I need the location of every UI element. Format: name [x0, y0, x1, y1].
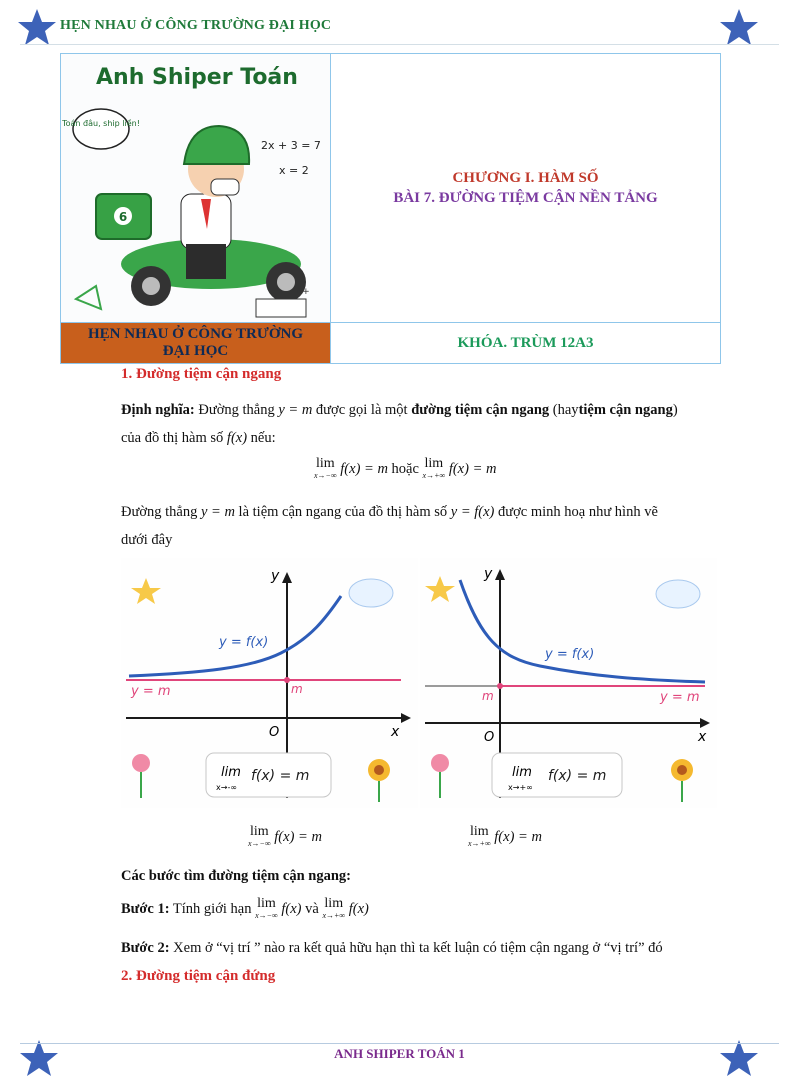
speech-bubble: Toán đâu, ship liền!: [62, 119, 140, 128]
step-1: [121, 895, 369, 923]
lim-subscript: x→+∞: [468, 838, 491, 848]
lesson-title: BÀI 7. ĐƯỜNG TIỆM CẬN NỀN TẢNG: [393, 190, 658, 206]
lim-word: lim: [257, 895, 276, 911]
step-label: Bước 1:: [121, 901, 170, 917]
term-bold: đường tiệm cận ngang: [411, 402, 550, 418]
origin-label: O: [484, 730, 495, 745]
math-ym: y = m: [200, 504, 235, 520]
curve-label: y = f(x): [219, 635, 269, 650]
star-icon: [719, 7, 759, 47]
box-lim: lim: [512, 765, 532, 780]
asymptote-graph-right: [420, 558, 717, 808]
math-fx: f(x): [348, 901, 369, 917]
box-sub: x→+∞: [508, 783, 533, 792]
grade-mark: A+: [296, 287, 310, 297]
x-axis-label: x: [698, 729, 707, 745]
text-run: của đồ thị hàm số: [121, 430, 224, 446]
text-run: ): [672, 402, 678, 418]
formula-rhs: f(x) = m: [448, 461, 497, 477]
text-run: Đường thẳng: [121, 504, 198, 520]
formula-rhs: f(x) = m: [340, 461, 388, 477]
footer-divider: [20, 1043, 779, 1044]
section-1-title: 1. Đường tiệm cận ngang: [121, 366, 282, 382]
equation-1: 2x + 3 = 7: [261, 139, 321, 152]
term-bold: tiệm cận ngang: [578, 402, 673, 418]
lesson-title-block: [331, 168, 720, 208]
box-lim: lim: [221, 765, 241, 780]
lesson-header-table: [60, 53, 721, 364]
math-yfx: y = f(x): [450, 504, 495, 520]
math-fx: f(x): [226, 430, 248, 446]
text-run: Tính giới hạn: [172, 901, 252, 917]
y-axis-label: y: [484, 566, 493, 582]
or-word: hoặc: [391, 461, 419, 477]
caption-rhs: f(x) = m: [274, 829, 322, 845]
text-run: (hay: [552, 402, 579, 418]
caption-right: [468, 823, 542, 851]
m-label: m: [482, 689, 494, 703]
lim-subscript: x→−∞: [255, 910, 278, 920]
definition-label: Định nghĩa:: [121, 402, 195, 418]
chapter-title: CHƯƠNG I. HÀM SỐ: [452, 170, 599, 186]
lim-subscript: x→−∞: [314, 470, 337, 480]
tagline-cell: HẸN NHAU Ở CÔNG TRƯỜNG ĐẠI HỌC: [87, 326, 303, 359]
cloud-icon: [656, 580, 700, 608]
lim-subscript: x→+∞: [322, 910, 346, 920]
brand-logo: Anh Shiper Toán: [96, 65, 298, 90]
lim-word: lim: [249, 823, 269, 839]
lim-word: lim: [424, 455, 444, 471]
text-run: Xem ở “vị trí ” nào ra kết quả hữu hạn thì ta kết luận có tiệm cận ngang ở “vị trí” đó: [173, 940, 663, 956]
text-run: được gọi là một: [315, 402, 408, 418]
x-axis-label: x: [391, 724, 400, 740]
m-label: m: [291, 682, 303, 696]
text-run: là tiệm cận ngang của đồ thị hàm số: [238, 504, 448, 520]
line-label: y = m: [131, 684, 171, 699]
caption-left: [248, 823, 322, 851]
cover-illustration: [61, 54, 330, 322]
star-icon: [17, 7, 57, 47]
cloud-icon: [349, 579, 393, 607]
math-fx: f(x): [281, 901, 302, 917]
y-axis-label: y: [271, 568, 280, 584]
text-run: và: [305, 901, 319, 917]
box-sub: x→-∞: [216, 783, 237, 792]
math-ym: y = m: [278, 402, 313, 418]
section-2-title: 2. Đường tiệm cận đứng: [121, 968, 276, 984]
text-run: được minh hoạ như hình vẽ: [497, 504, 658, 520]
box-badge: 6: [118, 210, 128, 224]
step-label: Bước 2:: [121, 940, 170, 956]
lim-word: lim: [324, 895, 344, 911]
definition-paragraph: [121, 396, 721, 452]
scooter-illustration: [61, 54, 330, 322]
caption-rhs: f(x) = m: [494, 829, 542, 845]
page-header-title: HẸN NHAU Ở CÔNG TRƯỜNG ĐẠI HỌC: [60, 18, 332, 33]
curve-label: y = f(x): [545, 647, 595, 662]
page-footer: ANH SHIPER TOÁN 1: [334, 1046, 465, 1061]
asymptote-graph-left: [121, 558, 418, 808]
text-run: dưới đây: [121, 532, 173, 548]
line-label: y = m: [660, 690, 700, 705]
steps-title: Các bước tìm đường tiệm cận ngang:: [121, 868, 352, 884]
text-run: nếu:: [250, 430, 276, 446]
illustration-paragraph: [121, 498, 721, 554]
box-rhs: f(x) = m: [251, 768, 310, 784]
box-rhs: f(x) = m: [548, 768, 607, 784]
text-run: Đường thẳng: [198, 402, 275, 418]
lim-word: lim: [315, 455, 335, 471]
definition-formula: [314, 455, 496, 483]
header-divider: [20, 44, 779, 45]
course-name: KHÓA. TRÙM 12A3: [457, 334, 594, 351]
lim-word: lim: [469, 823, 489, 839]
equation-2: x = 2: [279, 164, 309, 177]
lim-subscript: x→−∞: [248, 838, 271, 848]
origin-label: O: [269, 725, 280, 740]
step-2: [121, 934, 741, 962]
lim-subscript: x→+∞: [422, 470, 446, 480]
